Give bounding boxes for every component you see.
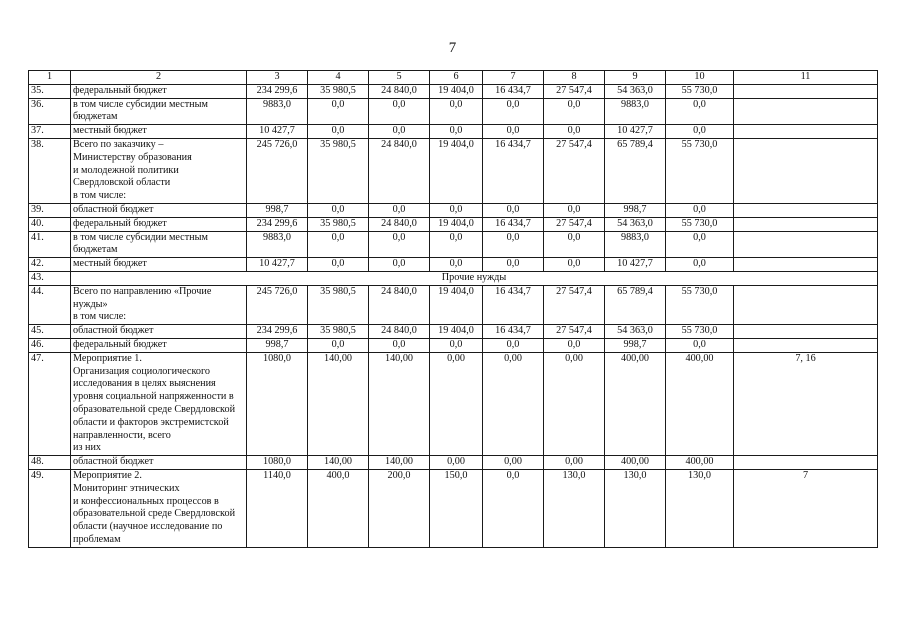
row-number: 44. bbox=[29, 285, 71, 324]
value-cell-col8: 27 547,4 bbox=[544, 325, 605, 339]
value-cell-col8: 0,0 bbox=[544, 338, 605, 352]
row-number: 47. bbox=[29, 352, 71, 455]
value-cell-col9: 9883,0 bbox=[605, 98, 666, 125]
value-cell-col7: 0,00 bbox=[483, 456, 544, 470]
row-label: в том числе субсидии местным бюджетам bbox=[71, 98, 247, 125]
row-label: в том числе субсидии местным бюджетам bbox=[71, 231, 247, 258]
table-row bbox=[29, 285, 878, 324]
row-number: 35. bbox=[29, 84, 71, 98]
page-number: 7 bbox=[448, 40, 457, 56]
value-cell-col3: 9883,0 bbox=[247, 231, 308, 258]
value-cell-col10: 55 730,0 bbox=[666, 84, 734, 98]
value-cell-col3: 234 299,6 bbox=[247, 84, 308, 98]
value-cell-col3: 245 726,0 bbox=[247, 285, 308, 324]
row-number: 46. bbox=[29, 338, 71, 352]
table-row bbox=[29, 325, 878, 339]
table-row bbox=[29, 469, 878, 547]
value-cell-col3: 998,7 bbox=[247, 338, 308, 352]
value-cell-col4: 35 980,5 bbox=[308, 325, 369, 339]
row-label: федеральный бюджет bbox=[71, 217, 247, 231]
value-cell-col10: 400,00 bbox=[666, 456, 734, 470]
value-cell-col8: 0,0 bbox=[544, 98, 605, 125]
value-cell-col9: 400,00 bbox=[605, 456, 666, 470]
value-cell-col8: 0,00 bbox=[544, 456, 605, 470]
value-cell-col7: 16 434,7 bbox=[483, 217, 544, 231]
value-cell-col7: 0,00 bbox=[483, 352, 544, 455]
table-row bbox=[29, 231, 878, 258]
value-cell-col9: 54 363,0 bbox=[605, 325, 666, 339]
budget-table bbox=[28, 70, 878, 548]
value-cell-col10: 400,00 bbox=[666, 352, 734, 455]
value-cell-col7: 0,0 bbox=[483, 231, 544, 258]
header-cell-5: 5 bbox=[369, 71, 430, 85]
value-cell-col5: 200,0 bbox=[369, 469, 430, 547]
row-label: местный бюджет bbox=[71, 125, 247, 139]
table-row bbox=[29, 203, 878, 217]
value-cell-col9: 54 363,0 bbox=[605, 217, 666, 231]
table-header bbox=[29, 71, 878, 85]
header-cell-8: 8 bbox=[544, 71, 605, 85]
header-cell-9: 9 bbox=[605, 71, 666, 85]
row-label: Всего по направлению «Прочие нужды» в том числе: bbox=[71, 285, 247, 324]
note-cell bbox=[734, 456, 878, 470]
value-cell-col3: 1080,0 bbox=[247, 352, 308, 455]
value-cell-col6: 0,0 bbox=[430, 125, 483, 139]
value-cell-col10: 55 730,0 bbox=[666, 138, 734, 203]
value-cell-col6: 0,00 bbox=[430, 456, 483, 470]
value-cell-col7: 0,0 bbox=[483, 258, 544, 272]
header-cell-6: 6 bbox=[430, 71, 483, 85]
note-cell bbox=[734, 258, 878, 272]
value-cell-col4: 35 980,5 bbox=[308, 84, 369, 98]
value-cell-col10: 55 730,0 bbox=[666, 217, 734, 231]
value-cell-col6: 19 404,0 bbox=[430, 217, 483, 231]
note-cell bbox=[734, 285, 878, 324]
value-cell-col4: 0,0 bbox=[308, 98, 369, 125]
value-cell-col3: 998,7 bbox=[247, 203, 308, 217]
value-cell-col3: 1080,0 bbox=[247, 456, 308, 470]
row-number: 38. bbox=[29, 138, 71, 203]
row-number: 39. bbox=[29, 203, 71, 217]
header-cell-7: 7 bbox=[483, 71, 544, 85]
value-cell-col9: 10 427,7 bbox=[605, 125, 666, 139]
value-cell-col5: 24 840,0 bbox=[369, 217, 430, 231]
header-cell-4: 4 bbox=[308, 71, 369, 85]
value-cell-col5: 140,00 bbox=[369, 352, 430, 455]
row-number: 49. bbox=[29, 469, 71, 547]
header-cell-11: 11 bbox=[734, 71, 878, 85]
value-cell-col10: 0,0 bbox=[666, 203, 734, 217]
value-cell-col3: 9883,0 bbox=[247, 98, 308, 125]
value-cell-col7: 16 434,7 bbox=[483, 84, 544, 98]
value-cell-col10: 0,0 bbox=[666, 231, 734, 258]
value-cell-col7: 0,0 bbox=[483, 338, 544, 352]
value-cell-col5: 0,0 bbox=[369, 125, 430, 139]
value-cell-col3: 234 299,6 bbox=[247, 325, 308, 339]
row-number: 40. bbox=[29, 217, 71, 231]
value-cell-col6: 19 404,0 bbox=[430, 285, 483, 324]
value-cell-col7: 0,0 bbox=[483, 203, 544, 217]
note-cell bbox=[734, 338, 878, 352]
row-number: 43. bbox=[29, 271, 71, 285]
value-cell-col5: 0,0 bbox=[369, 338, 430, 352]
row-label: областной бюджет bbox=[71, 325, 247, 339]
table-row bbox=[29, 138, 878, 203]
section-heading: Прочие нужды bbox=[71, 271, 878, 285]
row-number: 37. bbox=[29, 125, 71, 139]
value-cell-col6: 19 404,0 bbox=[430, 325, 483, 339]
value-cell-col3: 245 726,0 bbox=[247, 138, 308, 203]
value-cell-col7: 0,0 bbox=[483, 125, 544, 139]
row-number: 41. bbox=[29, 231, 71, 258]
value-cell-col8: 27 547,4 bbox=[544, 84, 605, 98]
value-cell-col4: 35 980,5 bbox=[308, 138, 369, 203]
value-cell-col8: 130,0 bbox=[544, 469, 605, 547]
note-cell bbox=[734, 231, 878, 258]
value-cell-col8: 0,0 bbox=[544, 231, 605, 258]
value-cell-col9: 130,0 bbox=[605, 469, 666, 547]
row-number: 48. bbox=[29, 456, 71, 470]
value-cell-col10: 0,0 bbox=[666, 125, 734, 139]
value-cell-col6: 0,0 bbox=[430, 203, 483, 217]
row-label: областной бюджет bbox=[71, 456, 247, 470]
table-row bbox=[29, 352, 878, 455]
table-row bbox=[29, 258, 878, 272]
value-cell-col4: 35 980,5 bbox=[308, 217, 369, 231]
value-cell-col10: 0,0 bbox=[666, 98, 734, 125]
table-row bbox=[29, 456, 878, 470]
value-cell-col9: 10 427,7 bbox=[605, 258, 666, 272]
table-row bbox=[29, 98, 878, 125]
value-cell-col10: 0,0 bbox=[666, 258, 734, 272]
value-cell-col5: 0,0 bbox=[369, 203, 430, 217]
value-cell-col8: 27 547,4 bbox=[544, 138, 605, 203]
value-cell-col9: 54 363,0 bbox=[605, 84, 666, 98]
note-cell bbox=[734, 98, 878, 125]
value-cell-col6: 0,00 bbox=[430, 352, 483, 455]
table-row bbox=[29, 84, 878, 98]
value-cell-col10: 0,0 bbox=[666, 338, 734, 352]
value-cell-col7: 16 434,7 bbox=[483, 325, 544, 339]
value-cell-col4: 0,0 bbox=[308, 338, 369, 352]
value-cell-col5: 140,00 bbox=[369, 456, 430, 470]
value-cell-col10: 55 730,0 bbox=[666, 285, 734, 324]
row-number: 45. bbox=[29, 325, 71, 339]
value-cell-col6: 19 404,0 bbox=[430, 138, 483, 203]
value-cell-col5: 0,0 bbox=[369, 231, 430, 258]
value-cell-col6: 150,0 bbox=[430, 469, 483, 547]
value-cell-col7: 0,0 bbox=[483, 469, 544, 547]
value-cell-col7: 16 434,7 bbox=[483, 285, 544, 324]
header-cell-2: 2 bbox=[71, 71, 247, 85]
note-cell bbox=[734, 217, 878, 231]
table-row bbox=[29, 338, 878, 352]
value-cell-col9: 65 789,4 bbox=[605, 138, 666, 203]
value-cell-col9: 998,7 bbox=[605, 203, 666, 217]
value-cell-col3: 10 427,7 bbox=[247, 125, 308, 139]
value-cell-col9: 65 789,4 bbox=[605, 285, 666, 324]
value-cell-col5: 24 840,0 bbox=[369, 84, 430, 98]
table-row bbox=[29, 271, 878, 285]
value-cell-col6: 0,0 bbox=[430, 231, 483, 258]
table-row bbox=[29, 217, 878, 231]
value-cell-col6: 0,0 bbox=[430, 258, 483, 272]
value-cell-col3: 1140,0 bbox=[247, 469, 308, 547]
header-row bbox=[29, 71, 878, 85]
value-cell-col8: 0,00 bbox=[544, 352, 605, 455]
note-cell bbox=[734, 138, 878, 203]
note-cell bbox=[734, 325, 878, 339]
value-cell-col3: 10 427,7 bbox=[247, 258, 308, 272]
value-cell-col4: 0,0 bbox=[308, 125, 369, 139]
value-cell-col5: 24 840,0 bbox=[369, 138, 430, 203]
value-cell-col5: 0,0 bbox=[369, 98, 430, 125]
value-cell-col6: 0,0 bbox=[430, 338, 483, 352]
row-number: 36. bbox=[29, 98, 71, 125]
row-label: Всего по заказчику – Министерству образования и молодежной политики Свердловской области в том числе: bbox=[71, 138, 247, 203]
value-cell-col4: 0,0 bbox=[308, 231, 369, 258]
value-cell-col6: 0,0 bbox=[430, 98, 483, 125]
value-cell-col5: 0,0 bbox=[369, 258, 430, 272]
value-cell-col7: 16 434,7 bbox=[483, 138, 544, 203]
value-cell-col8: 27 547,4 bbox=[544, 285, 605, 324]
row-label: федеральный бюджет bbox=[71, 84, 247, 98]
value-cell-col10: 55 730,0 bbox=[666, 325, 734, 339]
header-cell-3: 3 bbox=[247, 71, 308, 85]
note-cell: 7, 16 bbox=[734, 352, 878, 455]
value-cell-col4: 140,00 bbox=[308, 456, 369, 470]
value-cell-col9: 998,7 bbox=[605, 338, 666, 352]
value-cell-col9: 9883,0 bbox=[605, 231, 666, 258]
value-cell-col8: 0,0 bbox=[544, 125, 605, 139]
note-cell bbox=[734, 84, 878, 98]
note-cell bbox=[734, 125, 878, 139]
row-label: Мероприятие 1. Организация социологического исследования в целях выяснения уровня социальной напряженности в образовательной среде Свердловской области и факторов экстремистской направленности, всего из них bbox=[71, 352, 247, 455]
value-cell-col4: 0,0 bbox=[308, 203, 369, 217]
value-cell-col8: 0,0 bbox=[544, 203, 605, 217]
value-cell-col9: 400,00 bbox=[605, 352, 666, 455]
value-cell-col6: 19 404,0 bbox=[430, 84, 483, 98]
value-cell-col5: 24 840,0 bbox=[369, 325, 430, 339]
value-cell-col8: 0,0 bbox=[544, 258, 605, 272]
value-cell-col7: 0,0 bbox=[483, 98, 544, 125]
row-label: Мероприятие 2. Мониторинг этнических и конфессиональных процессов в образовательной среде Свердловской области (научное исследование по проблемам bbox=[71, 469, 247, 547]
note-cell: 7 bbox=[734, 469, 878, 547]
value-cell-col8: 27 547,4 bbox=[544, 217, 605, 231]
value-cell-col4: 400,0 bbox=[308, 469, 369, 547]
table-body bbox=[29, 84, 878, 547]
value-cell-col5: 24 840,0 bbox=[369, 285, 430, 324]
note-cell bbox=[734, 203, 878, 217]
table-row bbox=[29, 125, 878, 139]
row-label: областной бюджет bbox=[71, 203, 247, 217]
header-cell-10: 10 bbox=[666, 71, 734, 85]
value-cell-col10: 130,0 bbox=[666, 469, 734, 547]
value-cell-col4: 0,0 bbox=[308, 258, 369, 272]
row-label: местный бюджет bbox=[71, 258, 247, 272]
value-cell-col4: 35 980,5 bbox=[308, 285, 369, 324]
row-label: федеральный бюджет bbox=[71, 338, 247, 352]
header-cell-1: 1 bbox=[29, 71, 71, 85]
value-cell-col3: 234 299,6 bbox=[247, 217, 308, 231]
value-cell-col4: 140,00 bbox=[308, 352, 369, 455]
row-number: 42. bbox=[29, 258, 71, 272]
